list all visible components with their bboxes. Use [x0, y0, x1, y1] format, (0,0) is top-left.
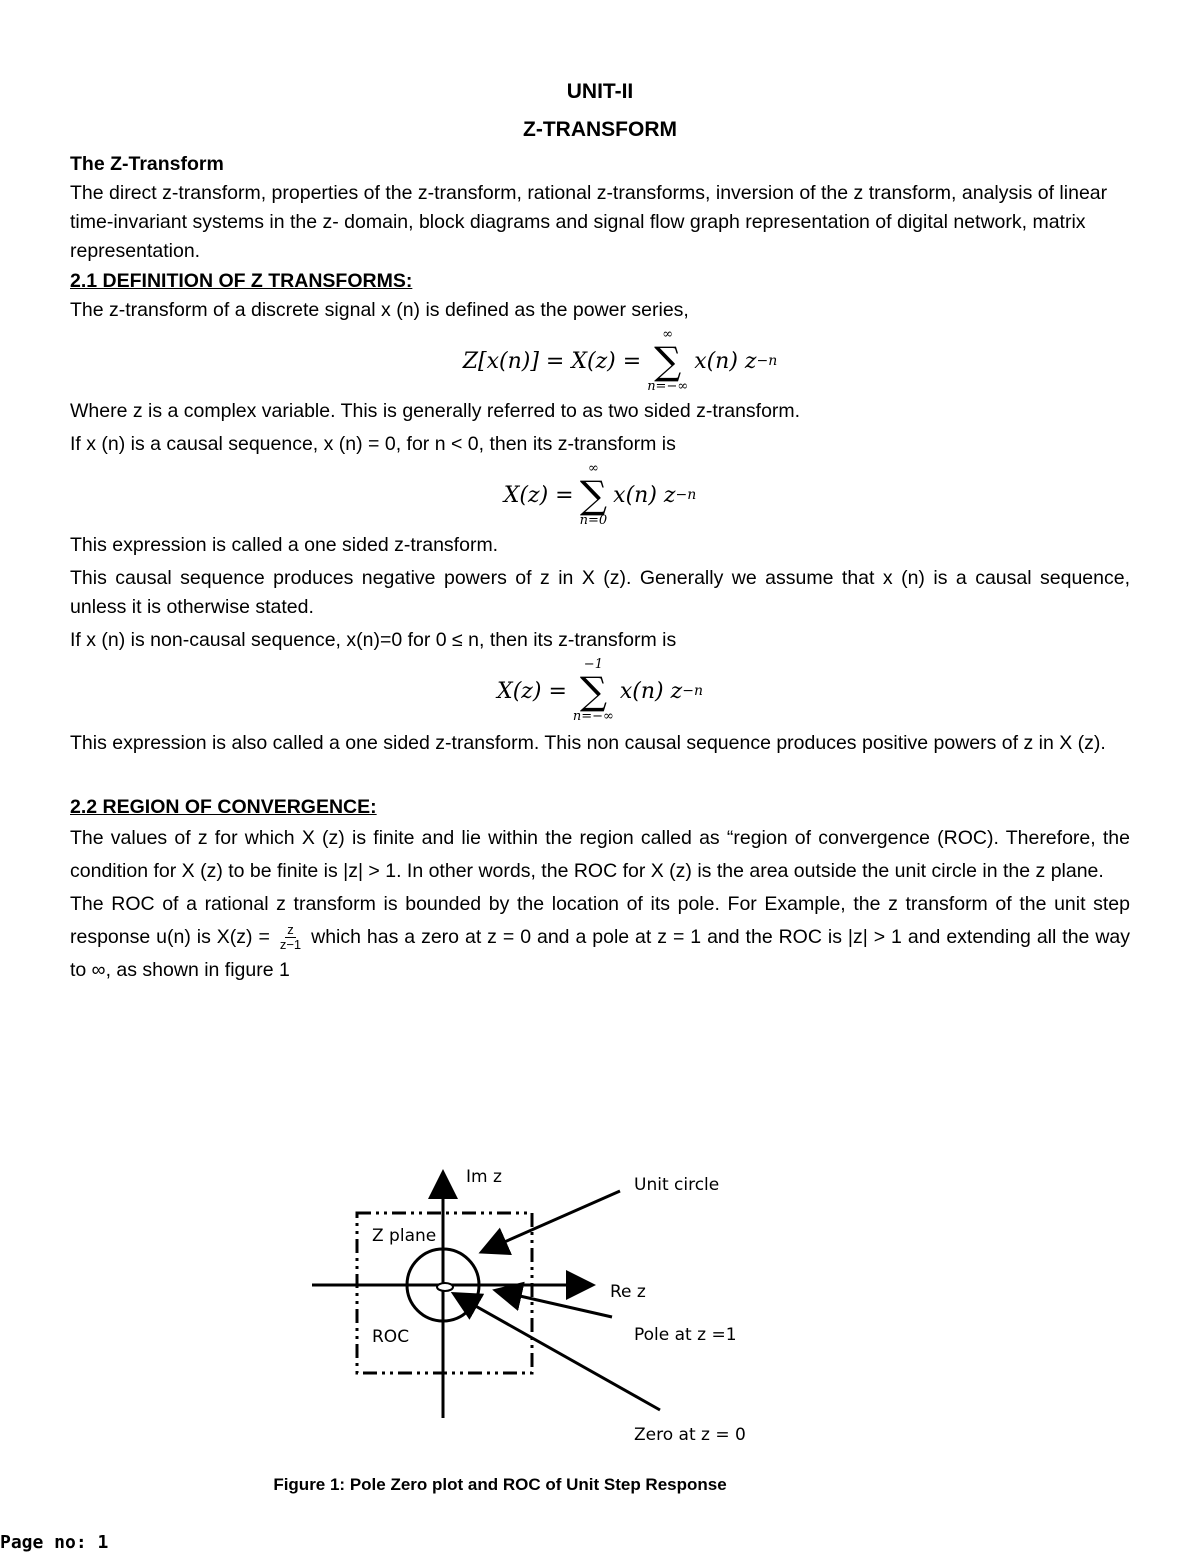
eq2-upper: ∞ [587, 461, 599, 476]
sigma-icon: ∑ [654, 339, 682, 383]
eq1-exp: −n [756, 353, 778, 369]
definition-para-2: Where z is a complex variable. This is generally referred to as two sided z-transform. [70, 400, 801, 422]
pole-zero-plot [0, 1155, 1200, 1455]
page-title: Z-TRANSFORM [523, 118, 677, 141]
im-axis-label: Im z [466, 1167, 502, 1187]
equation-two-sided [110, 327, 1130, 395]
sigma-icon: ∑ [579, 473, 607, 517]
pole-pointer [498, 1291, 612, 1317]
definition-para-1: The z-transform of a discrete signal x (n) is defined as the power series, [70, 299, 689, 321]
sigma-icon: ∑ [579, 669, 607, 713]
roc-para-2a: The ROC of a rational z transform is bounded by the location of its pole. For Example, the z transform of the unit step response u(n) is X(z) = [70, 893, 1130, 948]
section-roc-heading: 2.2 REGION OF CONVERGENCE: [70, 796, 377, 818]
intro-heading: The Z-Transform [70, 153, 224, 175]
eq2-rhs: x(n) z [613, 482, 676, 508]
page-number: Page no: 1 [0, 1532, 109, 1553]
intro-text: The direct z-transform, properties of the z-transform, rational z-transforms, inversion of the z transform, analysis of linear time-invariant systems in the z- domain, block diagrams and signal flow graph representation of digital network, matrix representation. [70, 182, 1108, 262]
equation-noncausal [70, 657, 1130, 725]
equation-causal [70, 461, 1130, 529]
roc-para-2 [70, 888, 1130, 987]
eq3-lhs: X(z) = [497, 678, 567, 704]
zero-pointer [456, 1295, 660, 1410]
eq3-exp: −n [682, 683, 703, 699]
zero-marker [437, 1283, 453, 1291]
document-page [70, 72, 1130, 987]
unit-title: UNIT-II [566, 80, 634, 103]
transfer-fraction [280, 923, 301, 952]
definition-para-4: This expression is called a one sided z-transform. [70, 534, 499, 556]
eq3-sum [573, 657, 614, 725]
eq1-sum [647, 327, 688, 395]
eq3-rhs: x(n) z [619, 678, 683, 704]
eq3-lower: n=−∞ [572, 709, 614, 724]
roc-para-1: The values of z for which X (z) is finite and lie within the region called as “region of convergence (ROC). Therefore, the condition for X (z) to be finite is |z| > 1. In other words, the ROC for X (z) is the area outside the unit circle in the z plane. [70, 827, 1130, 882]
eq2-lower: n=0 [579, 513, 608, 528]
re-axis-label: Re z [610, 1282, 646, 1302]
fraction-numerator: z [287, 922, 294, 938]
roc-label: ROC [372, 1327, 410, 1347]
unit-circle-label: Unit circle [634, 1175, 720, 1195]
fraction-denominator: z−1 [279, 937, 302, 953]
eq2-exp: −n [675, 487, 697, 503]
eq1-lhs: Z[x(n)] = X(z) = [462, 348, 642, 374]
eq1-lower: n=−∞ [647, 379, 689, 394]
definition-para-7: This expression is also called a one sided z-transform. This non causal sequence produces positive powers of z in X (z). [70, 732, 1106, 754]
eq1-rhs: x(n) z [694, 348, 757, 374]
zero-label: Zero at z = 0 [634, 1425, 746, 1445]
unit-circle-pointer [484, 1191, 620, 1251]
definition-para-3: If x (n) is a causal sequence, x (n) = 0, for n < 0, then its z-transform is [70, 433, 676, 455]
eq2-sum [580, 461, 608, 529]
figure-caption: Figure 1: Pole Zero plot and ROC of Unit Step Response [273, 1475, 727, 1494]
definition-para-6: If x (n) is non-causal sequence, x(n)=0 for 0 ≤ n, then its z-transform is [70, 629, 677, 651]
z-plane-label: Z plane [372, 1226, 437, 1246]
eq2-lhs: X(z) = [503, 482, 574, 508]
eq1-upper: ∞ [662, 327, 674, 342]
section-definition-heading: 2.1 DEFINITION OF Z TRANSFORMS: [70, 270, 413, 292]
pole-zero-figure [0, 1155, 1200, 1455]
roc-para-2b: which has a zero at z = 0 and a pole at z = 1 and the ROC is |z| > 1 and extending all the way to ∞, as shown in figure 1 [70, 926, 1131, 981]
pole-label: Pole at z =1 [634, 1325, 737, 1345]
definition-para-5: This causal sequence produces negative powers of z in X (z). Generally we assume that x (n) is a causal sequence, unless it is otherwise stated. [70, 567, 1130, 618]
eq3-upper: −1 [583, 657, 603, 672]
